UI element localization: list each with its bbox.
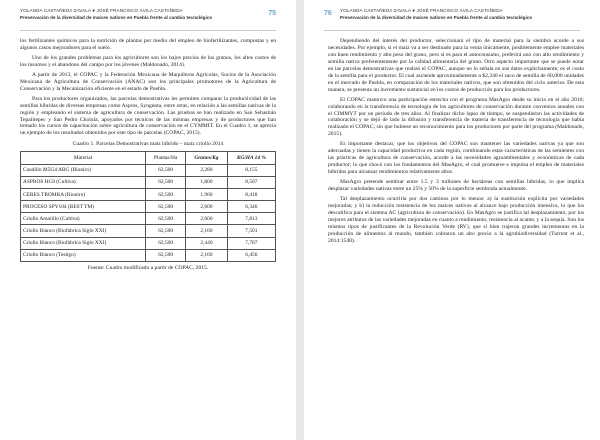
cell: 1,800 [186,176,227,188]
paragraph: Para los productores organizados, las parcelas demostrativas les permiten comparar la productividad de las semillas híbridas de diversas empresas como Aspros, Syngenta, entre otras, en relación a las semillas nativas de la región y empleando el sistema de agricultura de conservación. Las pruebas se han realizado en San Sebastián Tepalitepec y San Pedro Cholula, apoyados por técnicos de las mismas empresas y de productores que han tomado los cursos de capacitación sobre agricultura de conservación en el CYMMIT. En el Cuadro 1, se aprecia un ejemplo de los resultados obtenidos por este tipo de parcelas (COPAC, 2015). [20,95,276,137]
cell: CERES TROMBA (Bioniro) [21,188,146,200]
table-row [21,225,276,237]
table-row [21,249,276,261]
paragraph: Dependiendo del interés del productor, seleccionará el tipo de material para la siembra acorde a sus necesidades. Por ejemplo, si el maíz va a ser destinado para la venta únicamente, posiblemente emplee materiales con buen rendimiento y alto peso del grano, pero si es para el autoconsumo, preferirá uno con alto rendimiento y semilla nativa preferentemente por la calidad alimentaria del grano. Otro aspecto importante que se puede notar en las parcelas demostrativas que realizó el COPAC, aunque no lo señala en sus datos explícitamente; es el costo de la semilla para el productor. El cual asciende aproximadamente a $2,340 el saco de semilla de 60,000 unidades en el mercado de Puebla, en comparación de los materiales nativos, que son obtenidos del ciclo anterior. De esta manera, se presenta un incremento sustancial en los costos de producción para los productores. [328,38,584,93]
cell: Criollo Blanco (Biofábrica Siglo XXI) [21,237,146,249]
cell: Caudillo M5G4 ABG (Bioniro) [21,164,146,176]
left-page [0,0,296,440]
cell: Criollo Amarillo (Cultiva) [21,213,146,225]
cell: 62,500 [146,249,186,261]
paragraph: los fertilizantes químicos para la nutrición de plantas por medio del empleo de biofertilizantes, compostas y en algunos casos mejoradores para el suelo. [20,38,276,51]
results-table [20,151,276,262]
cell: Criollo Blanco (Biofábrica Siglo XXI) [21,225,146,237]
left-page-header [20,8,276,34]
cell: 62,500 [146,164,186,176]
paragraph: Tal desplazamiento ocurriría por dos caminos por lo menos: a) la sustitución explícita por variedades mejoradas; y b) la reducción resistencia de los maíces nativos al alcance bajo producción intensiva, lo que los descalifica para el sistema AC (agricultura de conservación). En MasAgro se justifica tal desplazamiento, por los mejores atributos de las variedades mejoradas en cuanto a rendimiento, resistencia al acame, y a la sequía. Son los mismos tipos de justificantes de la Revolución Verde (RV), que si bien trajeron grandes incrementos en la producción de alimentos al mundo, también cobraron un alto precio a la agrobiodiversidad (Turrent et al., 2014:1540). [328,196,584,244]
cell: 8,507 [227,176,275,188]
header-divider [324,30,580,31]
cell: 2,600 [186,201,227,213]
header-divider [20,30,276,31]
paragraph: Uno de los grandes problemas para los agricultores son los bajos precios de los granos, los altos costos de los insumos y el abandono del campo por los jóvenes (Maldonado, 2014). [20,54,276,68]
cell: 1,960 [186,188,227,200]
header-book-title: Preservación de la diversidad de maíces nativos en Puebla frente al cambio tecnológico [340,15,533,20]
table-row [21,213,276,225]
page-number: 76 [324,10,332,17]
cell: 7,501 [227,225,275,237]
paragraph: A partir de 2013, el COPAC y la Federación Mexicana de Maquileros Agrícolas, Socios de la Asociación Mexicana de Agricultura de Conservación (ANAC) son los principales promotores de la Agricultura de Conservación y la Mecanización eficiente en el estado de Puebla. [20,71,276,92]
right-page-header [324,8,580,34]
cell: 62,500 [146,237,186,249]
table-row [21,176,276,188]
cell: 62,500 [146,176,186,188]
cell: 6,456 [227,249,275,261]
cell: 2,280 [186,164,227,176]
cell: Criollo Blanco (Testigo) [21,249,146,261]
table-header-row [21,152,276,164]
cell: 2,600 [186,213,227,225]
table-row [21,201,276,213]
page-number: 75 [268,10,276,17]
cell: 2,160 [186,249,227,261]
cell: 7,813 [227,213,275,225]
header-book-title: Preservación de la diversidad de maíces nativos en Puebla frente al cambio tecnológico [20,15,213,20]
left-page-body [20,38,276,272]
cell: 2,440 [186,237,227,249]
cell: 2,160 [186,225,227,237]
right-page [304,0,600,440]
cell: PROCESO SPY104 (BEST TM) [21,201,146,213]
table-row [21,237,276,249]
cell: 62,500 [146,188,186,200]
paragraph: El COPAC mantuvo una participación estrecha con el programa MasAgro desde su inicio en el año 2010; colaborando en la transferencia de tecnología de los agricultores de conservación durante convenios anuales con el CIMMYT por un periodo de tres años. Al finalizar dicho lapso de tiempo, se suspendieron las actividades de colaboración y se dejó de lado la difusión y transferencia de materia de transferencia de tecnología que había realizado el COPAC; sin que hubiese un reconocimiento para los productores por parte del programa (Maldonado, 2015). [328,96,584,138]
col-plantas: Plantas/Ha [146,152,186,164]
cell: 62,500 [146,213,186,225]
table-caption: Cuadro 1. Parcelas Demostrativas maíz híbrido – maíz criollo 2014 [72,141,224,148]
col-material: Material [21,152,146,164]
header-authors: YOLANDA CASTAÑEDA ZAVALA ● JOSÉ FRANCISCO ÁVILA CASTAÑEDA [340,8,503,13]
table-source: Fuente: Cuadro modificado a partir de COPAC, 2015. [87,265,209,272]
cell: 8,418 [227,188,275,200]
col-granos: Granos/Kg [186,152,227,164]
table-row [21,188,276,200]
cell: 7,787 [227,237,275,249]
cell: 6,346 [227,201,275,213]
cell: ASPROS HC8 (Cultiva) [21,176,146,188]
paragraph: Es importante destacar, que los objetivos del COPAC son mantener las variedades nativas ya que son adecuadas y tienen la capacidad productiva en cada región, combinando estas características de las semientes con las prácticas de agricultura de conservación, acorde a las necesidades agroambientales y económicas de cada productor; lo que chocó con los fundamentos del MasAgro, el cual promueve e impulsa el empleo de materiales híbridos para alcanzar rendimientos relativamente altos. [328,141,584,176]
right-page-body [328,38,584,248]
cell: 8,155 [227,164,275,176]
table-row [21,164,276,176]
cell: 62,500 [146,225,186,237]
cell: 62,500 [146,201,186,213]
header-authors: YOLANDA CASTAÑEDA ZAVALA ● JOSÉ FRANCISCO ÁVILA CASTAÑEDA [20,8,183,13]
paragraph: MasAgro pretende sembrar entre 1.5 y 3 millones de hectáreas con semillas híbridas, lo que implica desplazar variedades nativas entre un 25% y 50% de la superficie sembrada actualmente. [328,179,584,193]
col-kg-ha: KG/HA 14 % [227,152,275,164]
